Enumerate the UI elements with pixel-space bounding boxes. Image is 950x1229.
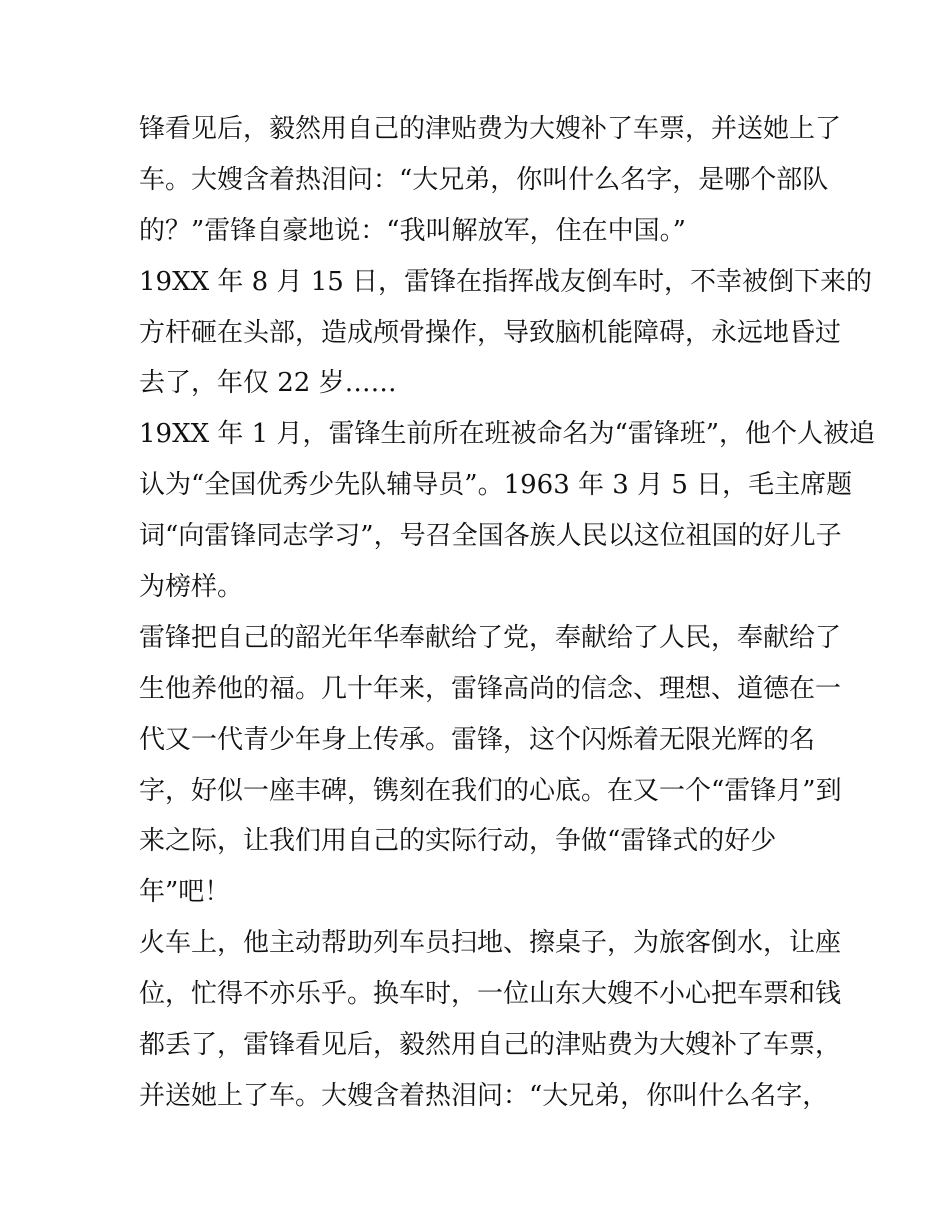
text-line: 代又一代青少年身上传承。雷锋，这个闪烁着无限光辉的名 — [139, 724, 816, 755]
text-line: 词“向雷锋同志学习”，号召全国各族人民以这位祖国的好儿子 — [139, 521, 842, 552]
text-line: 认为“全国优秀少先队辅导员”。1963 年 3 月 5 日，毛主席题 — [139, 470, 853, 501]
text-line: 都丢了，雷锋看见后，毅然用自己的津贴费为大嫂补了车票， — [139, 1030, 842, 1061]
text-line: 雷锋把自己的韶光年华奉献给了党，奉献给了人民，奉献给了 — [139, 622, 842, 653]
text-line: 去了，年仅 22 岁…… — [139, 368, 397, 399]
text-line: 的？”雷锋自豪地说：“我叫解放军，住在中国。” — [139, 215, 686, 246]
text-line: 年”吧！ — [139, 877, 231, 908]
text-line: 生他养他的福。几十年来，雷锋高尚的信念、理想、道德在一 — [139, 673, 842, 704]
text-line: 车。大嫂含着热泪问：“大兄弟，你叫什么名字，是哪个部队 — [139, 164, 829, 195]
text-line: 火车上，他主动帮助列车员扫地、擦桌子，为旅客倒水，让座 — [139, 928, 842, 959]
text-line: 字，好似一座丰碑，镌刻在我们的心底。在又一个“雷锋月”到 — [139, 775, 842, 806]
text-line: 19XX 年 1 月，雷锋生前所在班被命名为“雷锋班”，他个人被追 — [139, 419, 876, 450]
text-line: 19XX 年 8 月 15 日，雷锋在指挥战友倒车时，不幸被倒下来的 — [139, 266, 873, 297]
text-line: 并送她上了车。大嫂含着热泪问：“大兄弟，你叫什么名字， — [139, 1080, 829, 1111]
text-line: 位，忙得不亦乐乎。换车时，一位山东大嫂不小心把车票和钱 — [139, 979, 842, 1010]
text-line: 锋看见后，毅然用自己的津贴费为大嫂补了车票，并送她上了 — [139, 114, 842, 144]
text-line: 方杆砸在头部，造成颅骨操作，导致脑机能障碍，永远地昏过 — [139, 317, 842, 348]
text-line: 来之际，让我们用自己的实际行动，争做“雷锋式的好少 — [139, 826, 777, 857]
document-body — [139, 104, 876, 1122]
text-line: 为榜样。 — [139, 572, 244, 603]
